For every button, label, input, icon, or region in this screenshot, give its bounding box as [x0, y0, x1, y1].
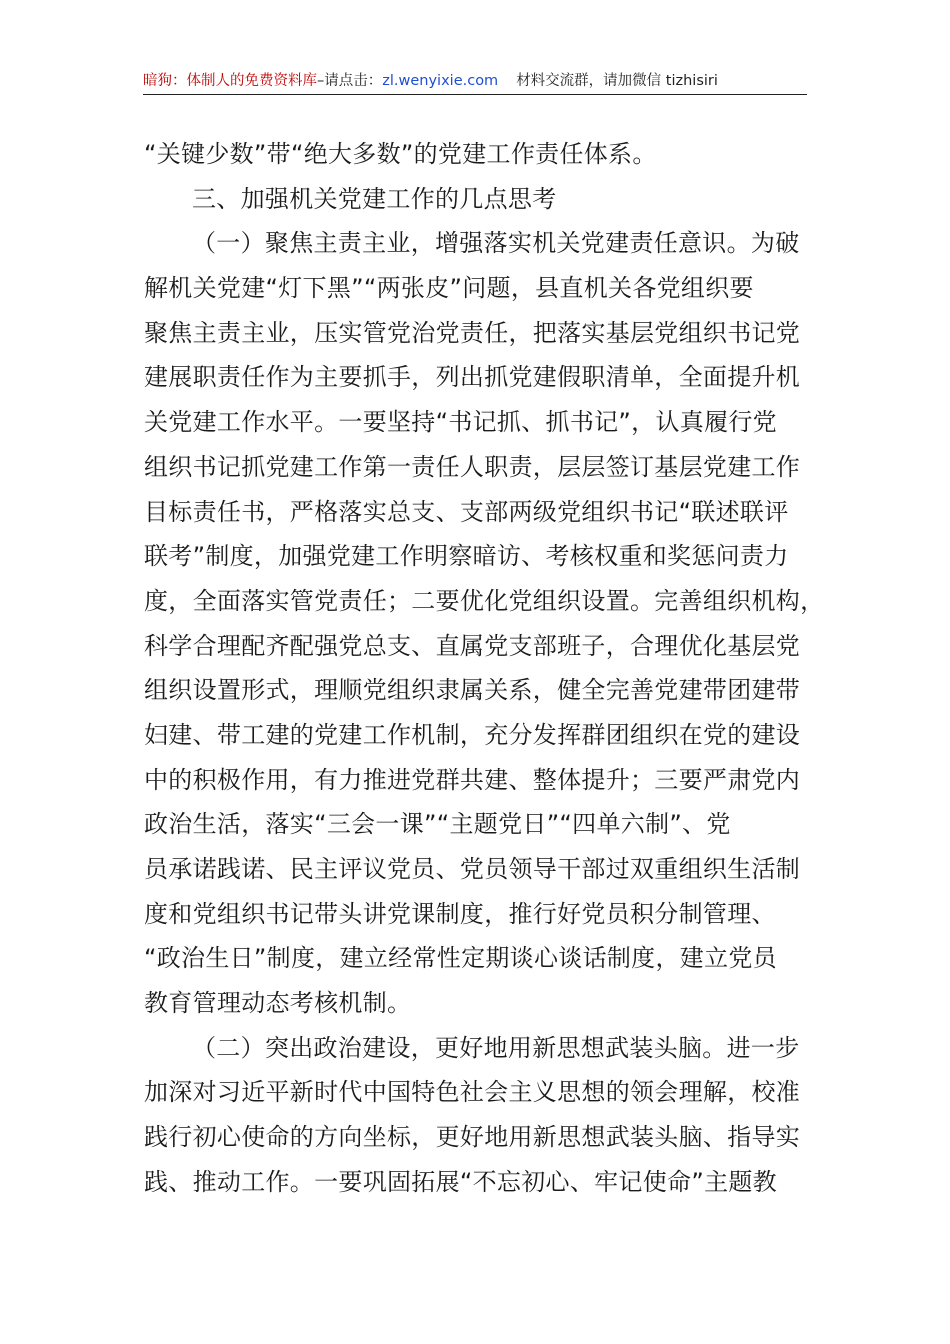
text-line: 度和党组织书记带头讲党课制度，推行好党员积分制管理、 — [144, 899, 776, 928]
text-line: 员承诺践诺、民主评议党员、党员领导干部过双重组织生活制 — [144, 855, 801, 883]
document-body — [144, 132, 825, 1205]
text-line: 建展职责任作为主要抓手，列出抓党建假职清单，全面提升机 — [144, 363, 801, 392]
text-line: 度，全面落实管党责任；二要优化党组织设置。完善组织机构， — [144, 586, 825, 615]
text-line: “政治生日”制度，建立经常性定期谈心谈话制度，建立党员 — [144, 944, 777, 973]
header-url-link[interactable]: zl.wenyixie.com — [382, 73, 499, 89]
text-line: 加深对习近平新时代中国特色社会主义思想的领会理解，校准 — [144, 1078, 801, 1107]
text-line: 三、加强机关党建工作的几点思考 — [192, 184, 557, 213]
text-line: （二）突出政治建设，更好地用新思想武装头脑。进一步 — [192, 1033, 800, 1062]
header-brand: 暗狗：体制人的免费资料库 — [143, 73, 317, 89]
page-header — [143, 70, 807, 95]
text-line: 聚焦主责主业，压实管党治党责任，把落实基层党组织书记党 — [144, 318, 801, 347]
text-line: 践、推动工作。一要巩固拓展“不忘初心、牢记使命”主题教 — [144, 1167, 777, 1196]
text-line: 教育管理动态考核机制。 — [144, 989, 412, 1018]
text-line: “关键少数”带“绝大多数”的党建工作责任体系。 — [144, 140, 657, 168]
header-group-info: 材料交流群，请加微信 tizhisiri — [516, 73, 718, 89]
text-line: 联考”制度，加强党建工作明察暗访、考核权重和奖惩问责力 — [144, 542, 789, 571]
text-line: 妇建、带工建的党建工作机制，充分发挥群团组织在党的建设 — [144, 720, 801, 749]
text-line: 政治生活，落实“三会一课”“主题党日”“四单六制”、党 — [144, 810, 731, 839]
text-line: 关党建工作水平。一要坚持“书记抓、抓书记”，认真履行党 — [144, 408, 777, 437]
text-line: 解机关党建“灯下黑”“两张皮”问题，县直机关各党组织要 — [144, 274, 754, 303]
text-line: 目标责任书，严格落实总支、支部两级党组织书记“联述联评 — [144, 497, 789, 526]
text-line: （一）聚焦主责主业，增强落实机关党建责任意识。为破 — [192, 229, 800, 258]
text-line: 科学合理配齐配强党总支、直属党支部班子，合理优化基层党 — [144, 631, 801, 660]
text-line: 组织书记抓党建工作第一责任人职责，层层签订基层党建工作 — [144, 452, 801, 481]
header-click-prefix: –请点击： — [317, 73, 383, 89]
text-line: 组织设置形式，理顺党组织隶属关系，健全完善党建带团建带 — [144, 676, 801, 705]
text-line: 践行初心使命的方向坐标，更好地用新思想武装头脑、指导实 — [144, 1123, 801, 1152]
text-line: 中的积极作用，有力推进党群共建、整体提升；三要严肃党内 — [144, 765, 801, 794]
